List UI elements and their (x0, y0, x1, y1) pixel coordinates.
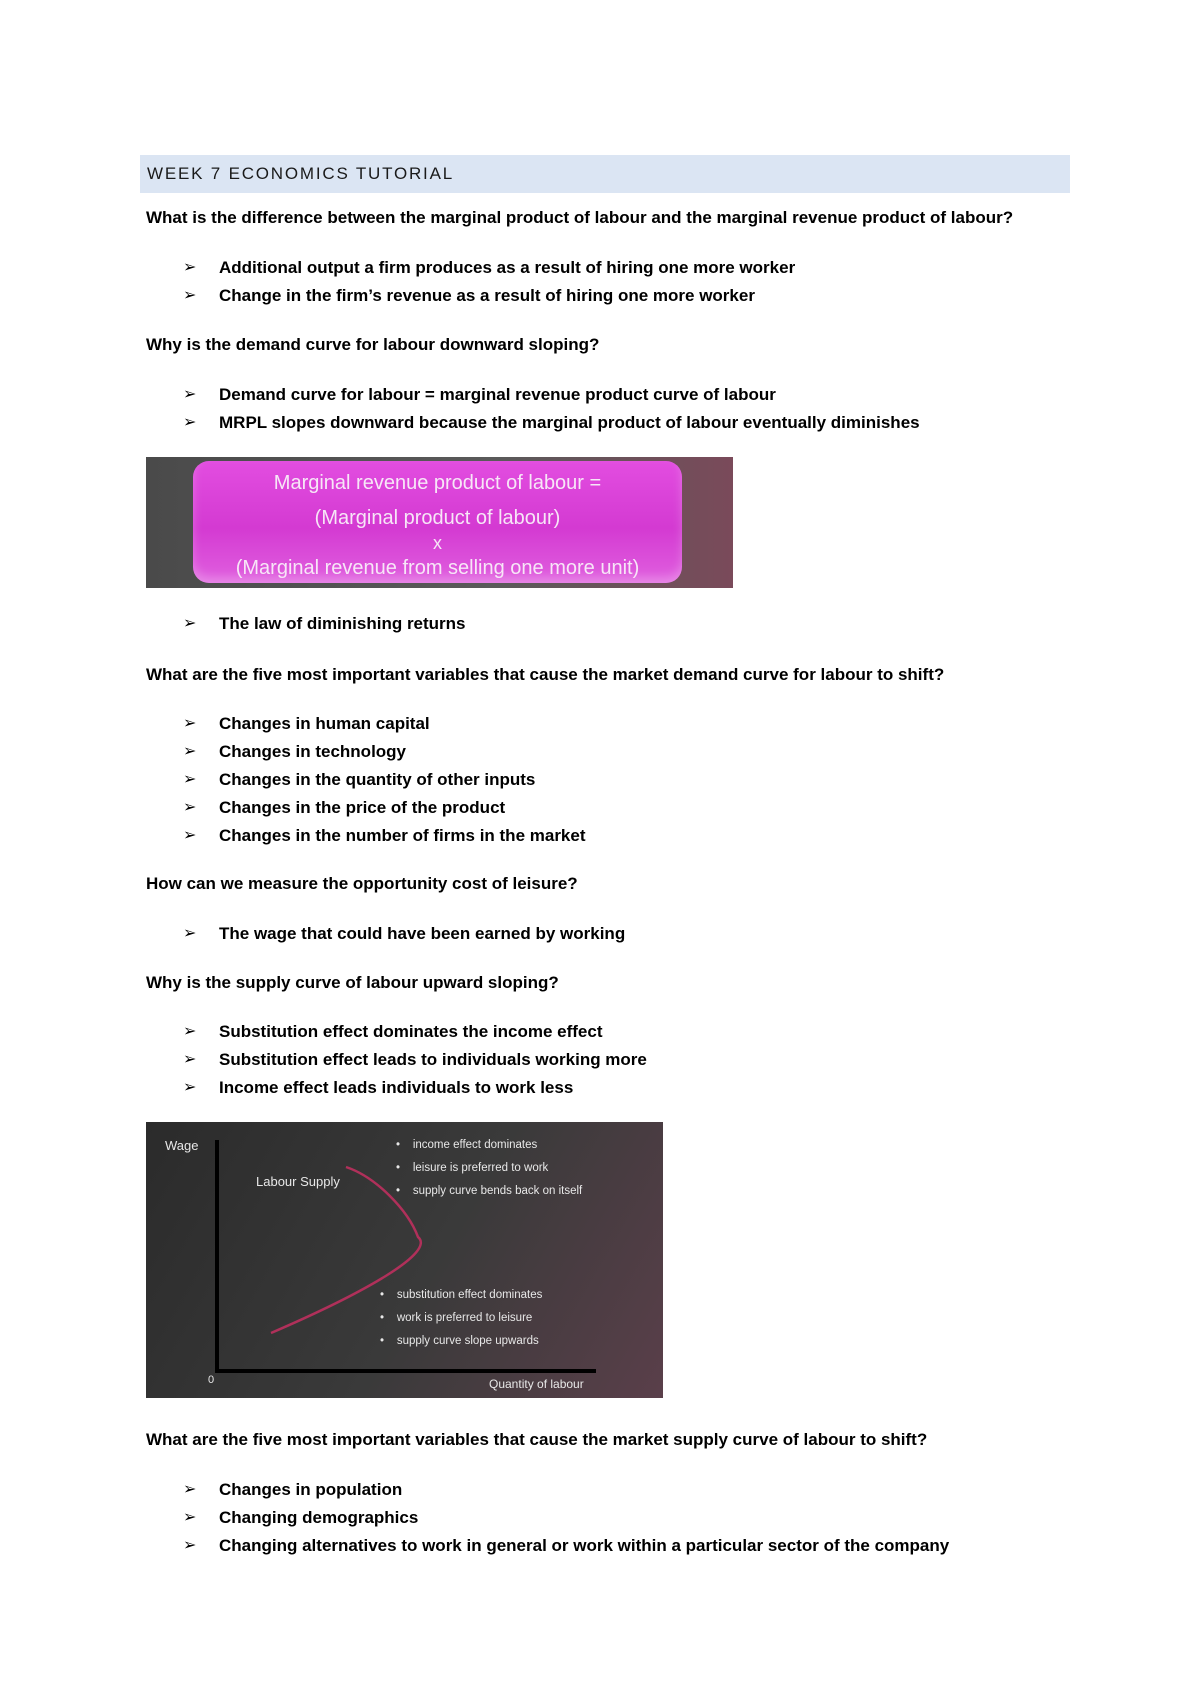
arrow-bullet-icon: ➢ (183, 259, 197, 276)
y-axis-label: Wage (165, 1138, 199, 1153)
list-item: ➢ Substitution effect dominates the income effect (183, 1018, 647, 1046)
arrow-bullet-icon: ➢ (183, 799, 197, 816)
arrow-bullet-icon: ➢ (183, 414, 197, 431)
list-item: ➢ Changes in technology (183, 738, 586, 766)
list-item: ➢ Changing demographics (183, 1504, 949, 1532)
list-item: ➢ Substitution effect leads to individuals working more (183, 1046, 647, 1074)
answer-list-5 (183, 1018, 647, 1102)
list-item: ➢ Changing alternatives to work in general or work within a particular sector of the company (183, 1532, 949, 1560)
question-3: What are the five most important variables that cause the market demand curve for labour to shift? (146, 665, 945, 684)
list-item: ➢ The law of diminishing returns (183, 610, 466, 638)
arrow-bullet-icon: ➢ (183, 615, 197, 632)
list-item: ➢ Income effect leads individuals to work less (183, 1074, 647, 1102)
title-bar (140, 155, 1070, 193)
formula-line-4: (Marginal revenue from selling one more unit) (235, 557, 640, 579)
arrow-bullet-icon: ➢ (183, 1537, 197, 1554)
labour-supply-image (146, 1122, 663, 1398)
question-4: How can we measure the opportunity cost of leisure? (146, 874, 578, 893)
answer-list-2b (183, 610, 466, 638)
x-axis-label: Quantity of labour (489, 1377, 584, 1391)
upper-bullet: • leisure is preferred to work (396, 1162, 549, 1174)
page-title: WEEK 7 ECONOMICS TUTORIAL (147, 164, 454, 183)
list-item: ➢ Changes in the number of firms in the market (183, 822, 586, 850)
list-item: ➢ Demand curve for labour = marginal revenue product curve of labour (183, 381, 920, 409)
question-2: Why is the demand curve for labour downward sloping? (146, 335, 600, 354)
list-item: ➢ Changes in population (183, 1476, 949, 1504)
list-item: ➢ The wage that could have been earned by working (183, 920, 625, 948)
arrow-bullet-icon: ➢ (183, 925, 197, 942)
formula-line-1: Marginal revenue product of labour = (273, 472, 602, 494)
list-item: ➢ Change in the firm’s revenue as a result of hiring one more worker (183, 282, 795, 310)
arrow-bullet-icon: ➢ (183, 771, 197, 788)
origin-label: 0 (208, 1374, 215, 1386)
arrow-bullet-icon: ➢ (183, 1481, 197, 1498)
list-item: ➢ Additional output a firm produces as a result of hiring one more worker (183, 254, 795, 282)
arrow-bullet-icon: ➢ (183, 1079, 197, 1096)
list-item: ➢ Changes in the price of the product (183, 794, 586, 822)
formula-pill (193, 461, 682, 583)
question-1: What is the difference between the marginal product of labour and the marginal revenue product of labour? (146, 208, 1014, 227)
lower-bullet: • work is preferred to leisure (380, 1312, 533, 1324)
answer-list-2 (183, 381, 920, 437)
answer-list-6 (183, 1476, 949, 1560)
arrow-bullet-icon: ➢ (183, 743, 197, 760)
list-item: ➢ Changes in the quantity of other inputs (183, 766, 586, 794)
arrow-bullet-icon: ➢ (183, 1023, 197, 1040)
lower-bullet: • substitution effect dominates (380, 1289, 543, 1301)
list-item: ➢ MRPL slopes downward because the marginal product of labour eventually diminishes (183, 409, 920, 437)
arrow-bullet-icon: ➢ (183, 287, 197, 304)
question-5: Why is the supply curve of labour upward sloping? (146, 973, 559, 992)
arrow-bullet-icon: ➢ (183, 1051, 197, 1068)
formula-line-3: x (433, 533, 442, 553)
upper-bullet: • supply curve bends back on itself (396, 1185, 583, 1197)
curve-label: Labour Supply (256, 1174, 340, 1189)
list-item: ➢ Changes in human capital (183, 710, 586, 738)
arrow-bullet-icon: ➢ (183, 715, 197, 732)
answer-list-3 (183, 710, 586, 850)
answer-list-4 (183, 920, 625, 948)
lower-bullet: • supply curve slope upwards (380, 1335, 539, 1347)
answer-list-1 (183, 254, 795, 310)
formula-line-2: (Marginal product of labour) (314, 507, 561, 529)
upper-bullet: • income effect dominates (396, 1139, 538, 1151)
arrow-bullet-icon: ➢ (183, 1509, 197, 1526)
arrow-bullet-icon: ➢ (183, 827, 197, 844)
mrpl-formula-image (146, 457, 733, 588)
arrow-bullet-icon: ➢ (183, 386, 197, 403)
question-6: What are the five most important variables that cause the market supply curve of labour to shift? (146, 1430, 928, 1449)
